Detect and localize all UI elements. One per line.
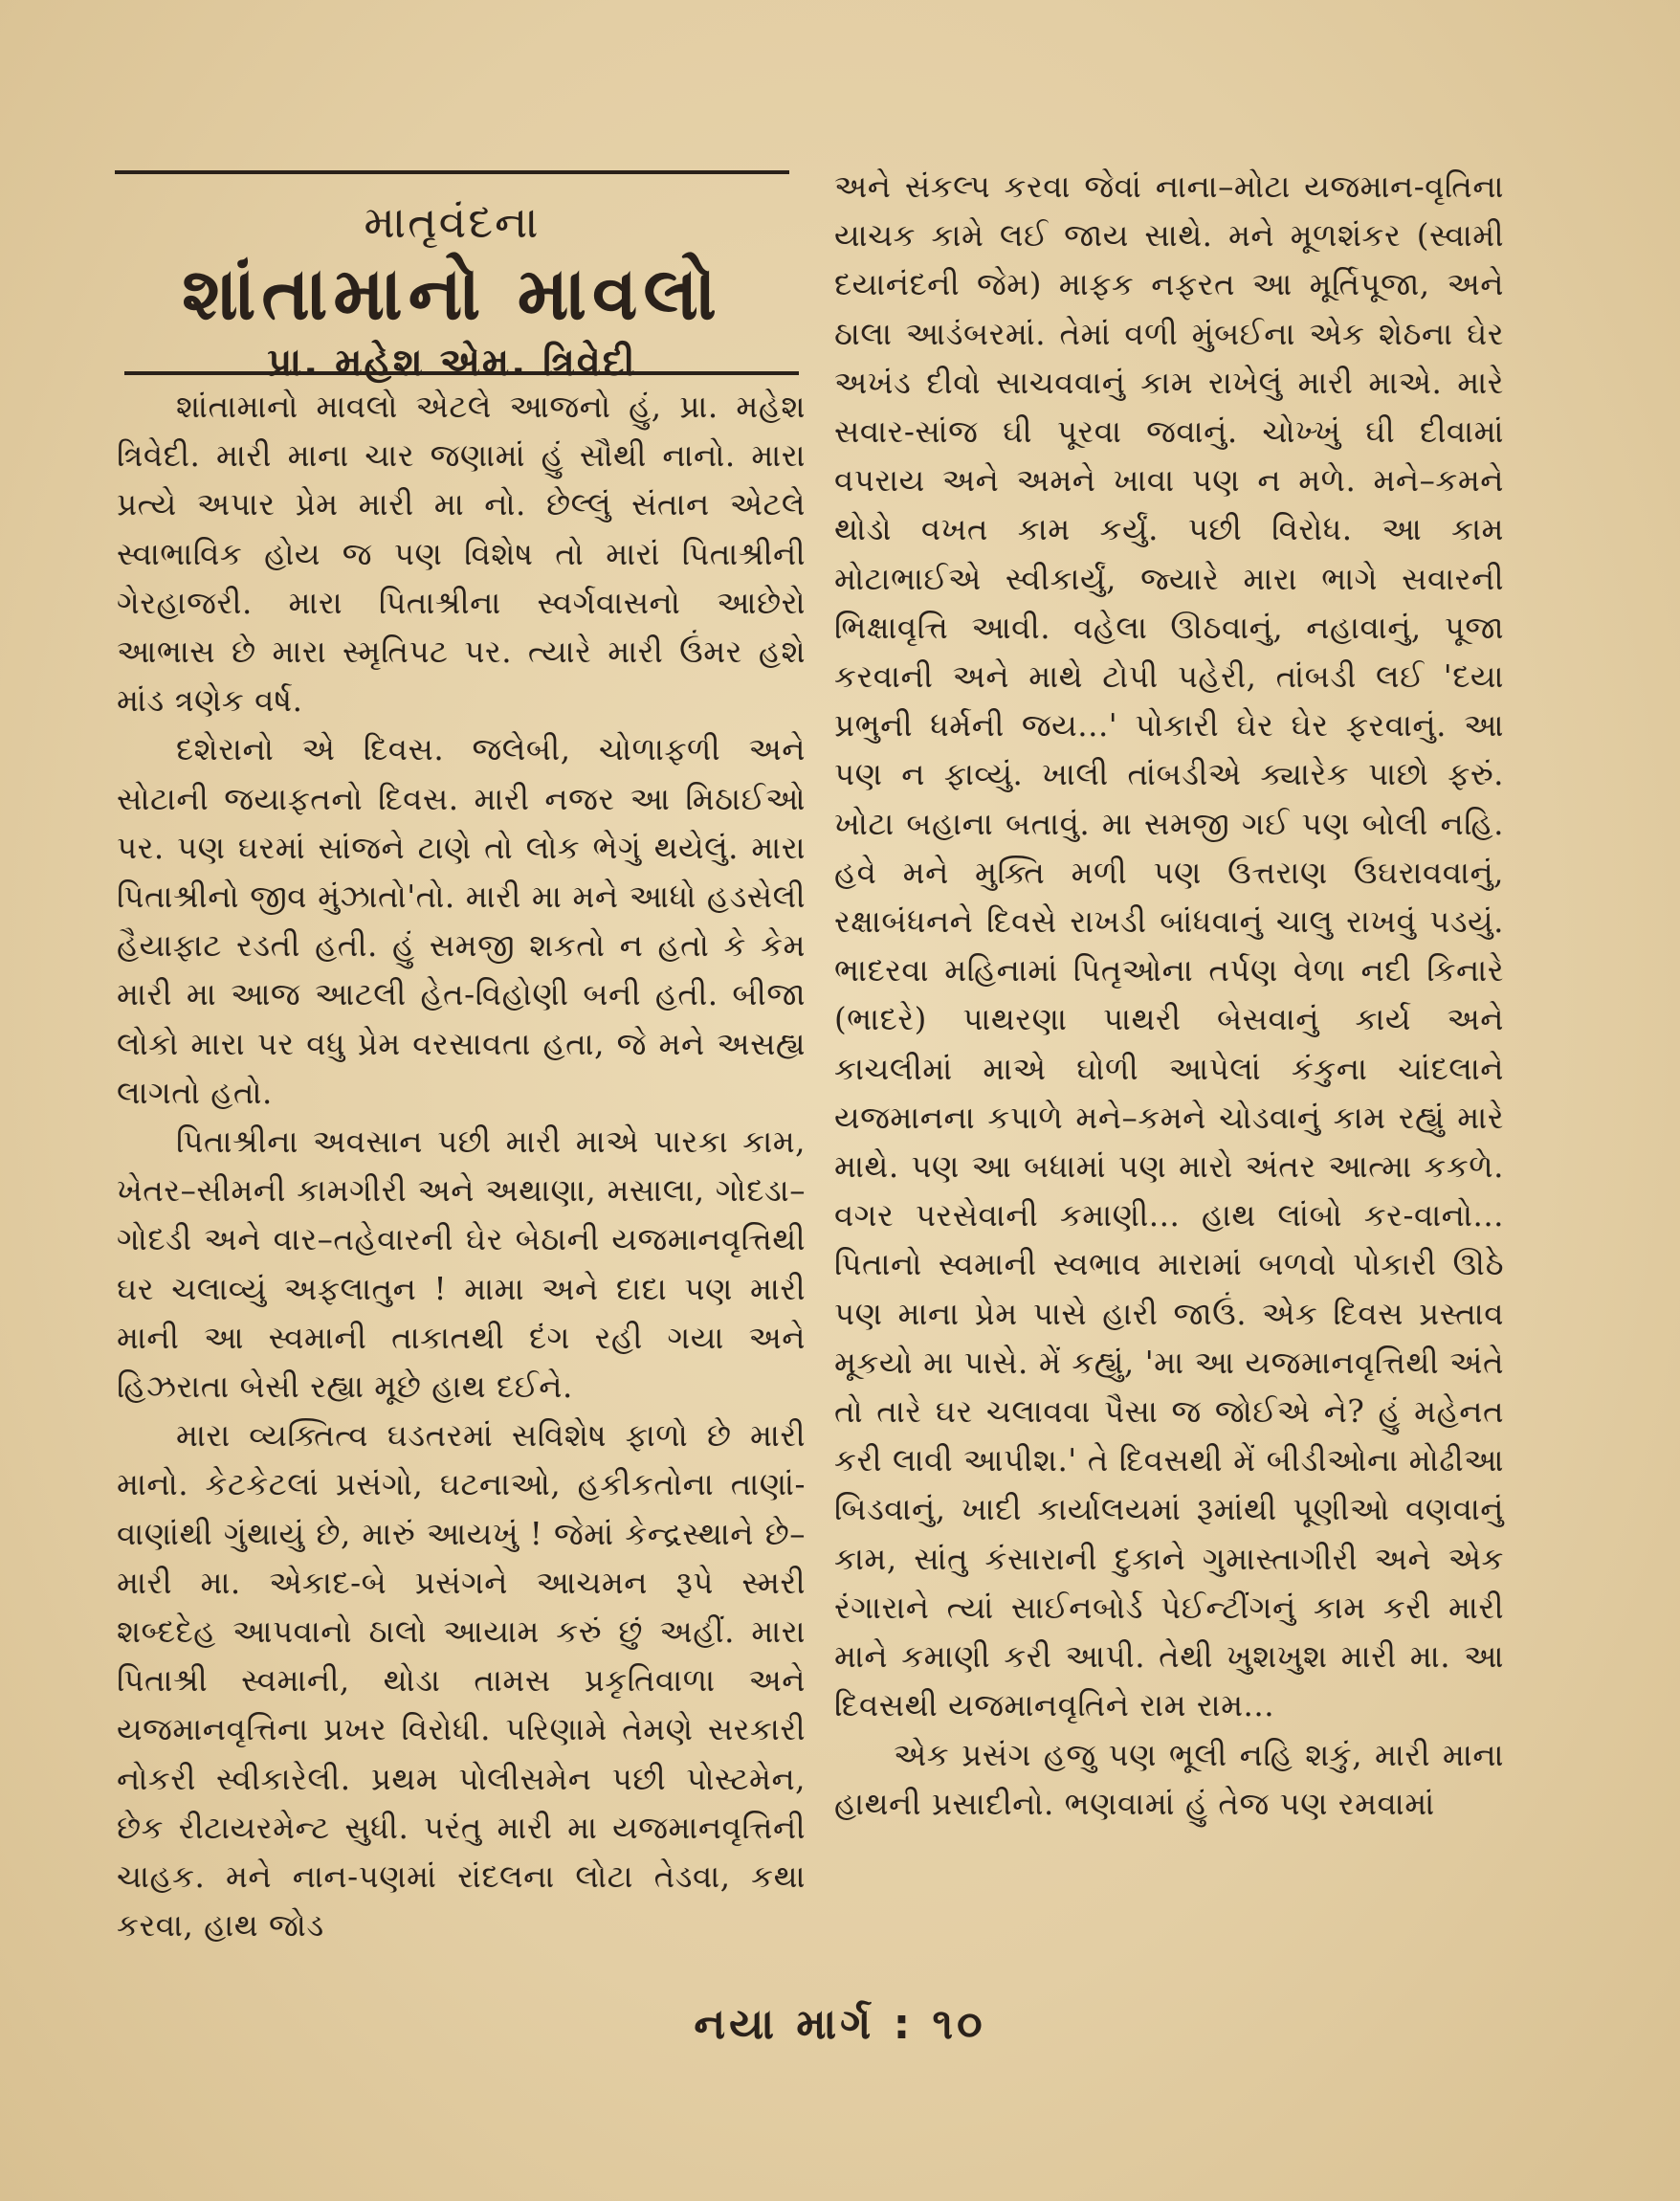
right-column [834, 163, 1504, 1829]
paragraph: મારા વ્યક્તિત્વ ઘડતરમાં સવિશેષ ફાળો છે મારી માનો. કેટકેટલાં પ્રસંગો, ઘટનાઓ, હકીકતોના તાણાં-વાણાંથી ગુંથાયું છે, મારું આયખું ! જેમાં કેન્દ્રસ્થાને છે–મારી મા. એકાદ-બે પ્રસંગને આચમન રૂપે સ્મરી શબ્દદેહ આપવાનો ઠાલો આયામ કરું છું અહીં. મારા પિતાશ્રી સ્વમાની, થોડા તામસ પ્રકૃતિવાળા અને યજમાનવૃત્તિના પ્રખર વિરોધી. પરિણામે તેમણે સરકારી નોકરી સ્વીકારેલી. પ્રથમ પોલીસમેન પછી પોસ્ટમેન, છેક રીટાયરમેન્ટ સુધી. પરંતુ મારી મા યજમાનવૃત્તિની ચાહક. મને નાન-પણમાં રાંદલના લોટા તેડવા, કથા કરવા, હાથ જોડ [117, 1417, 806, 1945]
header-top-rule [115, 170, 789, 174]
paragraph: એક પ્રસંગ હજુ પણ ભૂલી નહિ શકું, મારી માના હાથની પ્રસાદીનો. ભણવામાં હું તેજ પણ રમવામાં [834, 1736, 1504, 1822]
article-author: પ્રા. મહેશ એમ. ત્રિવેદી [267, 341, 637, 385]
article-title: શાંતામાનો માવલો [182, 251, 722, 336]
article-subtitle: માતૃવંદના [364, 196, 541, 248]
page-footer: નયા માર્ગ : ૧૦ [694, 2000, 986, 2049]
paragraph: શાંતામાનો માવલો એટલે આજનો હું, પ્રા. મહેશ ત્રિવેદી. મારી માના ચાર જણામાં હું સૌથી નાનો. મારા પ્રત્યે અપાર પ્રેમ મારી મા નો. છેલ્લું સંતાન એટલે સ્વાભાવિક હોય જ પણ વિશેષ તો મારાં પિતાશ્રીની ગેરહાજરી. મારા પિતાશ્રીના સ્વર્ગવાસનો આછેરો આભાસ છે મારા સ્મૃતિપટ પર. ત્યારે મારી ઉંમર હશે માંડ ત્રણેક વર્ષ. [117, 389, 806, 720]
paragraph: દશેરાનો એ દિવસ. જલેબી, ચોળાફળી અને સોટાની જયાફતનો દિવસ. મારી નજર આ મિઠાઈઓ પર. પણ ઘરમાં સાંજને ટાણે તો લોક ભેગું થયેલું. મારા પિતાશ્રીનો જીવ મુંઝાતો'તો. મારી મા મને આધો હડસેલી હૈયાફાટ રડતી હતી. હું સમજી શકતો ન હતો કે કેમ મારી મા આજ આટલી હેત-વિહોણી બની હતી. બીજા લોકો મારા પર વધુ પ્રેમ વરસાવતા હતા, જે મને અસહ્ય લાગતો હતો. [117, 731, 806, 1111]
paragraph: અને સંકલ્પ કરવા જેવાં નાના–મોટા યજમાન-વૃતિના યાચક કામે લઈ જાય સાથે. મને મૂળશંકર (સ્વામી દયાનંદની જેમ) માફક નફરત આ મૂર્તિપૂજા, અને ઠાલા આડંબરમાં. તેમાં વળી મુંબઈના એક શેઠના ઘેર અખંડ દીવો સાચવવાનું કામ રાખેલું મારી માએ. મારે સવાર-સાંજ ઘી પૂરવા જવાનું. ચોખ્ખું ઘી દીવામાં વપરાય અને અમને ખાવા પણ ન મળે. મને–કમને થોડો વખત કામ કર્યું. પછી વિરોધ. આ કામ મોટાભાઈએ સ્વીકાર્યું, જ્યારે મારા ભાગે સવારની ભિક્ષાવૃત્તિ આવી. વહેલા ઊઠવાનું, નહાવાનું, પૂજા કરવાની અને માથે ટોપી પહેરી, તાંબડી લઈ 'દયા પ્રભુની ધર્મની જય...' પોકારી ઘેર ઘેર ફરવાનું. આ પણ ન ફાવ્યું. ખાલી તાંબડીએ ક્યારેક પાછો ફરું. ખોટા બહાના બતાવું. મા સમજી ગઈ પણ બોલી નહિ. હવે મને મુક્તિ મળી પણ ઉત્તરાણ ઉઘરાવવાનું, રક્ષાબંધનને દિવસે રાખડી બાંધવાનું ચાલુ રાખવું પડયું. ભાદરવા મહિનામાં પિતૃઓના તર્પણ વેળા નદી કિનારે (ભાદરે) પાથરણા પાથરી બેસવાનું કાર્ય અને કાચલીમાં માએ ઘોળી આપેલાં કંકુના ચાંદલાને યજમાનના કપાળે મને–કમને ચોડવાનું કામ રહ્યું મારે માથે. પણ આ બધામાં પણ મારો અંતર આત્મા કકળે. વગર પરસેવાની કમાણી... હાથ લાંબો કર-વાનો... પિતાનો સ્વમાની સ્વભાવ મારામાં બળવો પોકારી ઊઠે પણ માના પ્રેમ પાસે હારી જાઉં. એક દિવસ પ્રસ્તાવ મૂકયો મા પાસે. મેં કહ્યું, 'મા આ યજમાનવૃત્તિથી અંતે તો તારે ઘર ચલાવવા પૈસા જ જોઈએ ને? હું મહેનત કરી લાવી આપીશ.' તે દિવસથી મેં બીડીઓના મોઢીઆ બિડવાનું, ખાદી કાર્યાલયમાં રૂમાંથી પૂણીઓ વણવાનું કામ, સાંતુ કંસારાની દુકાને ગુમાસ્તાગીરી અને એક રંગારાને ત્યાં સાઈનબોર્ડ પેઈન્ટીંગનું કામ કરી મારી માને કમાણી કરી આપી. તેથી ખુશખુશ મારી મા. આ દિવસથી યજમાનવૃતિને રામ રામ... [834, 168, 1504, 1724]
article-header [115, 187, 789, 388]
paragraph: પિતાશ્રીના અવસાન પછી મારી માએ પારકા કામ, ખેતર–સીમની કામગીરી અને અથાણા, મસાલા, ગોદડા–ગોદડી અને વાર–તહેવારની ઘેર બેઠાની યજમાનવૃત્તિથી ઘર ચલાવ્યું અફલાતુન ! મામા અને દાદા પણ મારી માની આ સ્વમાની તાકાતથી દંગ રહી ગયા અને હિઝરાતા બેસી રહ્યા મૂછે હાથ દઈને. [117, 1123, 806, 1406]
left-column [117, 383, 806, 1951]
header-bottom-rule [124, 371, 799, 375]
